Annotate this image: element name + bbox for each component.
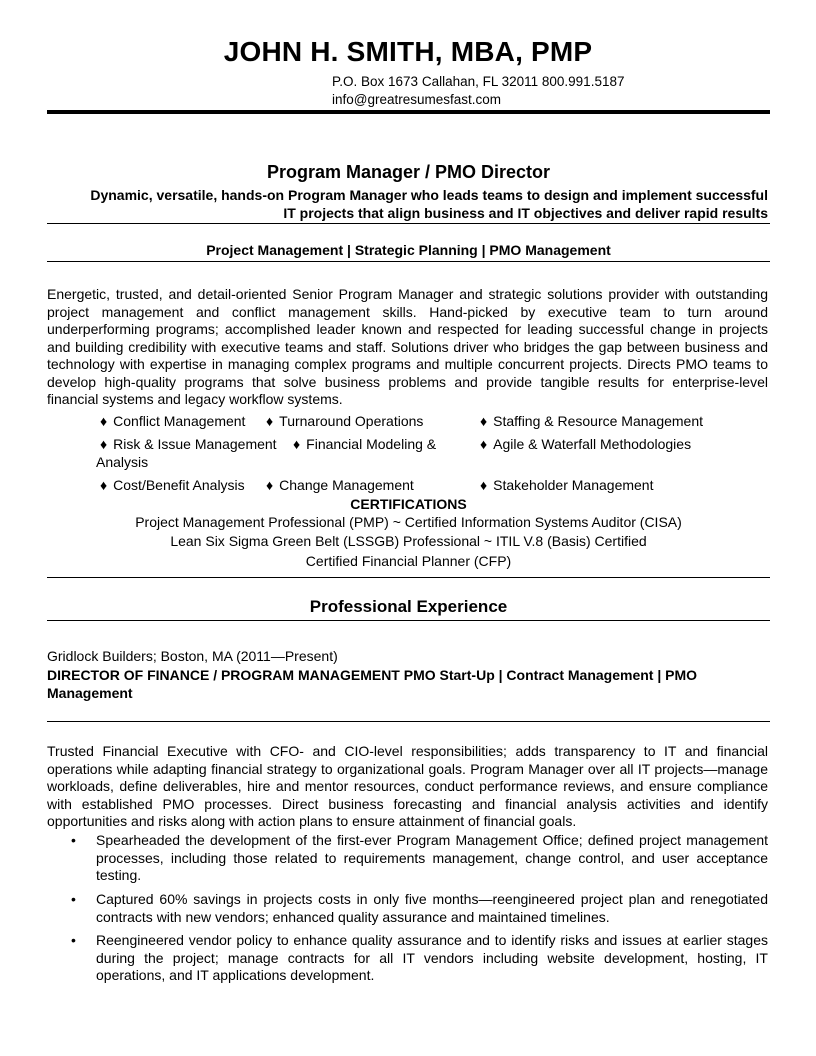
diamond-bullet-icon: ♦ [100,413,108,429]
diamond-bullet-icon: ♦ [266,477,274,493]
diamond-bullet-icon: ♦ [266,413,274,429]
summary-paragraph: Energetic, trusted, and detail-oriented Senior Program Manager and strategic solutions provider with outstanding project management and conflict management skills. Hand-picked by executive team to turn around underperforming programs; accomplished leader known and respected for leading successful change in projects and building credibility with executive teams and staff. Solutions driver who bridges the gap between business and technology with expertise in managing complex programs and multiple concurrent projects. Directs PMO teams to develop high-quality programs that solve business problems and provide tangible results for enterprise-level financial systems and legacy workflow systems. [47,286,768,407]
skill-item: ♦ Cost/Benefit Analysis [100,477,245,493]
diamond-bullet-icon: ♦ [480,413,488,429]
focus-areas: Project Management | Strategic Planning | PMO Management [206,242,611,258]
contact-address-phone: P.O. Box 1673 Callahan, FL 32011 800.991.5187 [332,74,625,89]
skill-item: ♦ Conflict Management [100,413,246,429]
skill-item: ♦ Stakeholder Management [480,477,654,493]
focus-divider [47,261,770,262]
achievement-text: Reengineered vendor policy to enhance quality assurance and to identify risks and issues at earlier stages during the project; manage contracts for all IT vendors including website development, hosting, IT operations, and IT applications development. [96,932,768,983]
certification-line: Certified Financial Planner (CFP) [305,553,512,569]
header-divider [47,110,770,114]
job-title-line1: DIRECTOR OF FINANCE / PROGRAM MANAGEMENT PMO Start-Up | Contract Management | PMO [47,667,698,683]
experience-section-divider [47,620,770,621]
bullet-icon: • [71,932,76,948]
diamond-bullet-icon: ♦ [480,436,488,452]
skill-item-continuation: Analysis [96,454,149,470]
experience-section-title: Professional Experience [309,597,508,616]
skill-item: ♦ Financial Modeling & [293,436,437,452]
achievement-text: Captured 60% savings in projects costs in only five months—reengineered project plan and renegotiated contracts with new vendors; enhanced quality assurance and maintained timelines. [96,891,768,925]
contact-email: info@greatresumesfast.com [332,92,502,107]
candidate-name: JOHN H. SMITH, MBA, PMP [223,36,593,67]
headline-title: Program Manager / PMO Director [266,162,551,182]
tagline-divider [47,223,770,224]
job-title [47,666,747,702]
headline-tagline-line1: Dynamic, versatile, hands-on Program Manager who leads teams to design and implement successful [90,187,768,203]
job-title-divider [47,721,770,722]
certifications-title: CERTIFICATIONS [350,496,467,512]
job-company: Gridlock Builders; Boston, MA (2011—Present) [47,648,338,664]
diamond-bullet-icon: ♦ [480,477,488,493]
job-description: Trusted Financial Executive with CFO- and CIO-level responsibilities; adds transparency to IT and financial operations while adapting financial strategy to organizational goals. Program Manager over all IT projects—manage workloads, define deliverables, hire and mentor resources, conduct performance reviews, and ensure compliance with established PMO processes. Direct business forecasting and financial analysis activities and identify opportunities and risks along with action plans to ensure attainment of financial goals. [47,743,768,829]
skill-item: ♦ Agile & Waterfall Methodologies [480,436,692,452]
bullet-icon: • [71,891,76,907]
skill-item: ♦ Turnaround Operations [266,413,424,429]
diamond-bullet-icon: ♦ [100,436,108,452]
bullet-icon: • [71,832,76,848]
job-title-line2: Management [47,685,133,701]
certification-line: Lean Six Sigma Green Belt (LSSGB) Professional ~ ITIL V.8 (Basis) Certified [170,533,647,549]
certifications-divider [47,577,770,578]
diamond-bullet-icon: ♦ [293,436,301,452]
achievement-text: Spearheaded the development of the first-ever Program Management Office; defined project management processes, including those related to requirements management, change control, and user acceptance testing. [96,832,768,883]
skill-item: ♦ Change Management [266,477,414,493]
diamond-bullet-icon: ♦ [100,477,108,493]
headline-tagline-line2: IT projects that align business and IT objectives and deliver rapid results [283,205,768,221]
skill-item: ♦ Staffing & Resource Management [480,413,704,429]
certification-line: Project Management Professional (PMP) ~ Certified Information Systems Auditor (CISA) [135,514,682,530]
skill-item: ♦ Risk & Issue Management [100,436,277,452]
